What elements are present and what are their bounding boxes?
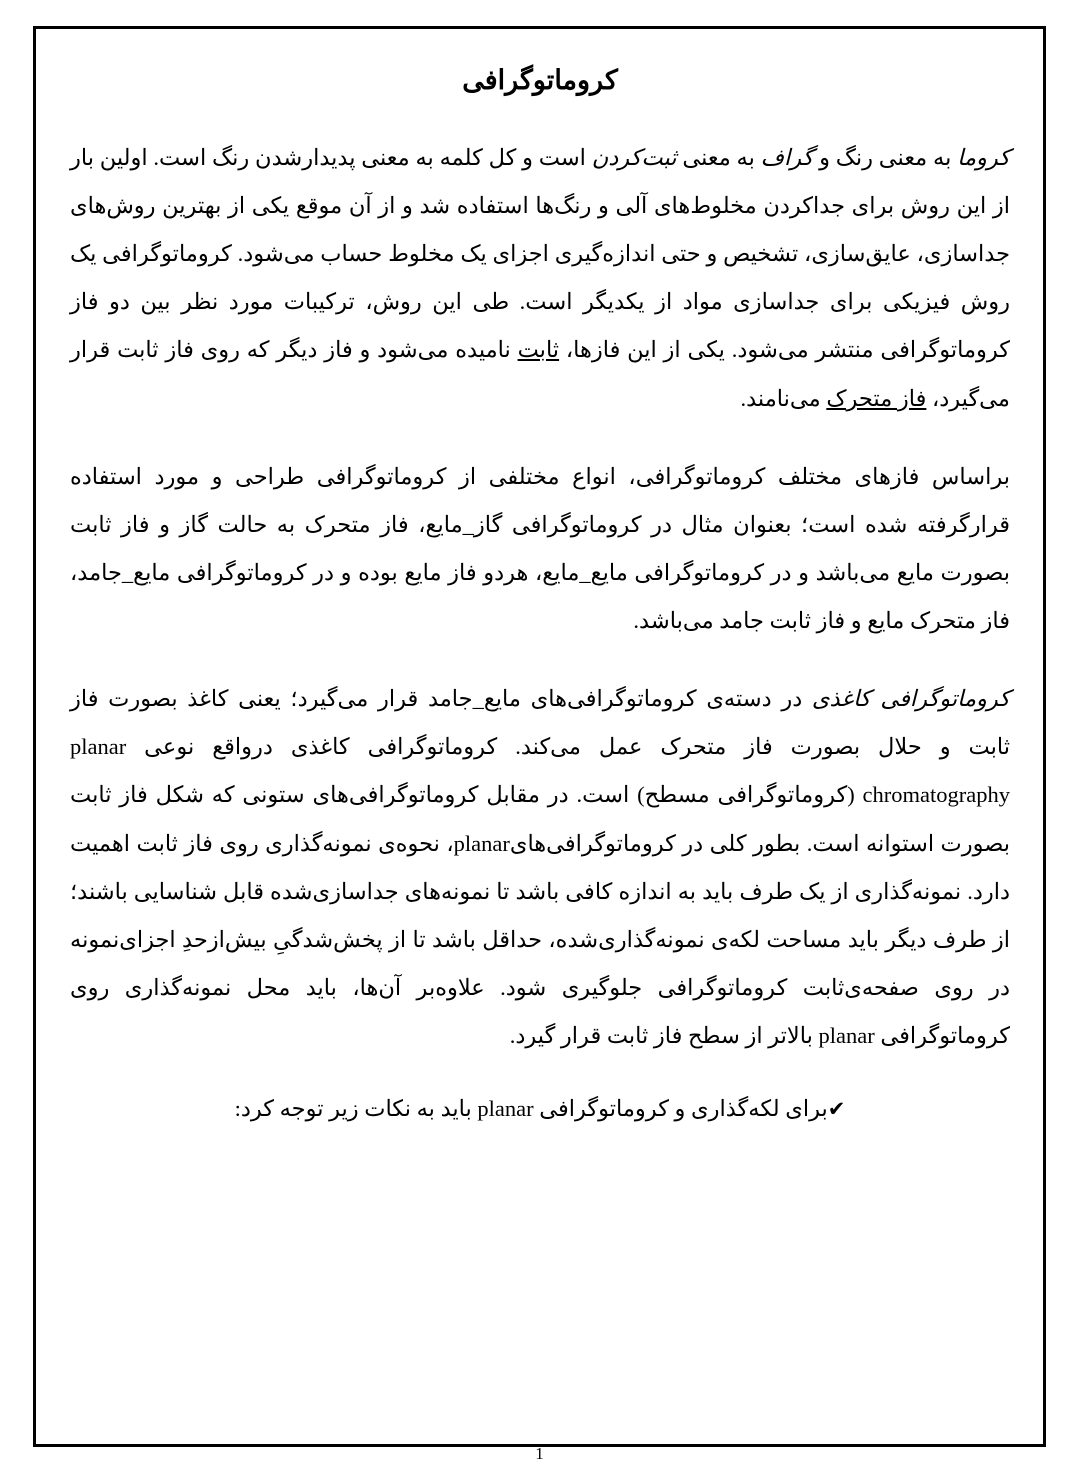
paragraph-2: براساس فازهای مختلف کروماتوگرافی، انواع مختلفی از کروماتوگرافی طراحی و مورد استفاده قرارگرفته شده است؛ بعنوان مثال در کروماتوگرافی گاز_مایع، فاز متحرک به حالت گاز و فاز ثابت بصورت مایع می‌باشد و در کروماتوگرافی مایع_مایع، هردو فاز مایع بوده و در کروماتوگرافی مایع_جامد، فاز متحرک مایع و فاز ثابت جامد می‌باشد.: [70, 463, 1010, 634]
list-item: [70, 1086, 1010, 1131]
check-icon: ✔: [827, 1097, 846, 1122]
list-item-text: برای لکه‌گذاری و کروماتوگرافی planar باید به نکات زیر توجه کرد:: [234, 1096, 828, 1122]
page-title: کروماتوگرافی: [462, 65, 618, 95]
page-number: 1: [535, 1444, 544, 1463]
paragraph-1: کروما به معنی رنگ و گراف به معنی ثبت‌کردن است و کل کلمه به معنی پدیدارشدن رنگ است. اولین بار از این روش برای جداکردن مخلوط‌های آلی و رنگ‌ها استفاده شد و از آن موقع یکی از بهترین روش‌های جداسازی، عایق‌سازی، تشخیص و حتی اندازه‌گیری اجزای یک مخلوط حساب می‌شود. کروماتوگرافی یک روش فیزیکی برای جداسازی مواد از یکدیگر است. طی این روش، ترکیبات مورد نظر بین دو فاز کروماتوگرافی منتشر می‌شود. یکی از این فازها، ثابت نامیده می‌شود و فاز دیگر که روی فاز ثابت قرار می‌گیرد، فاز متحرک می‌نامند.: [70, 144, 1011, 411]
paragraph-3: کروماتوگرافی کاغذی در دسته‌ی کروماتوگرافی‌های مایع_جامد قرار می‌گیرد؛ یعنی کاغذ بصورت فاز ثابت و حلال بصورت فاز متحرک عمل می‌کند. کروماتوگرافی کاغذی درواقع نوعی planar chromatography (کروماتوگرافی مسطح) است. در مقابل کروماتوگرافی‌های ستونی که شکل فاز ثابت بصورت استوانه است. بطور کلی در کروماتوگرافی‌هایplanar، نحوه‌ی نمونه‌گذاری روی فاز ثابت اهمیت دارد. نمونه‌گذاری از یک طرف باید به اندازه کافی باشد تا نمونه‌های جداسازی‌شده قابل شناسایی باشند؛ از طرف دیگر باید مساحت لکه‌ی نمونه‌گذاری‌شده، حداقل باشد تا از پخش‌شدگیِ بیش‌ازحدِ اجزای‌نمونه در روی صفحه‌ی‌ثابت کروماتوگرافی جلوگیری شود. علاوه‌بر آن‌ها، باید محل نمونه‌گذاری روی کروماتوگرافی planar بالاتر از سطح فاز ثابت قرار گیرد.: [70, 686, 1010, 1049]
page-content: [70, 52, 1010, 1412]
